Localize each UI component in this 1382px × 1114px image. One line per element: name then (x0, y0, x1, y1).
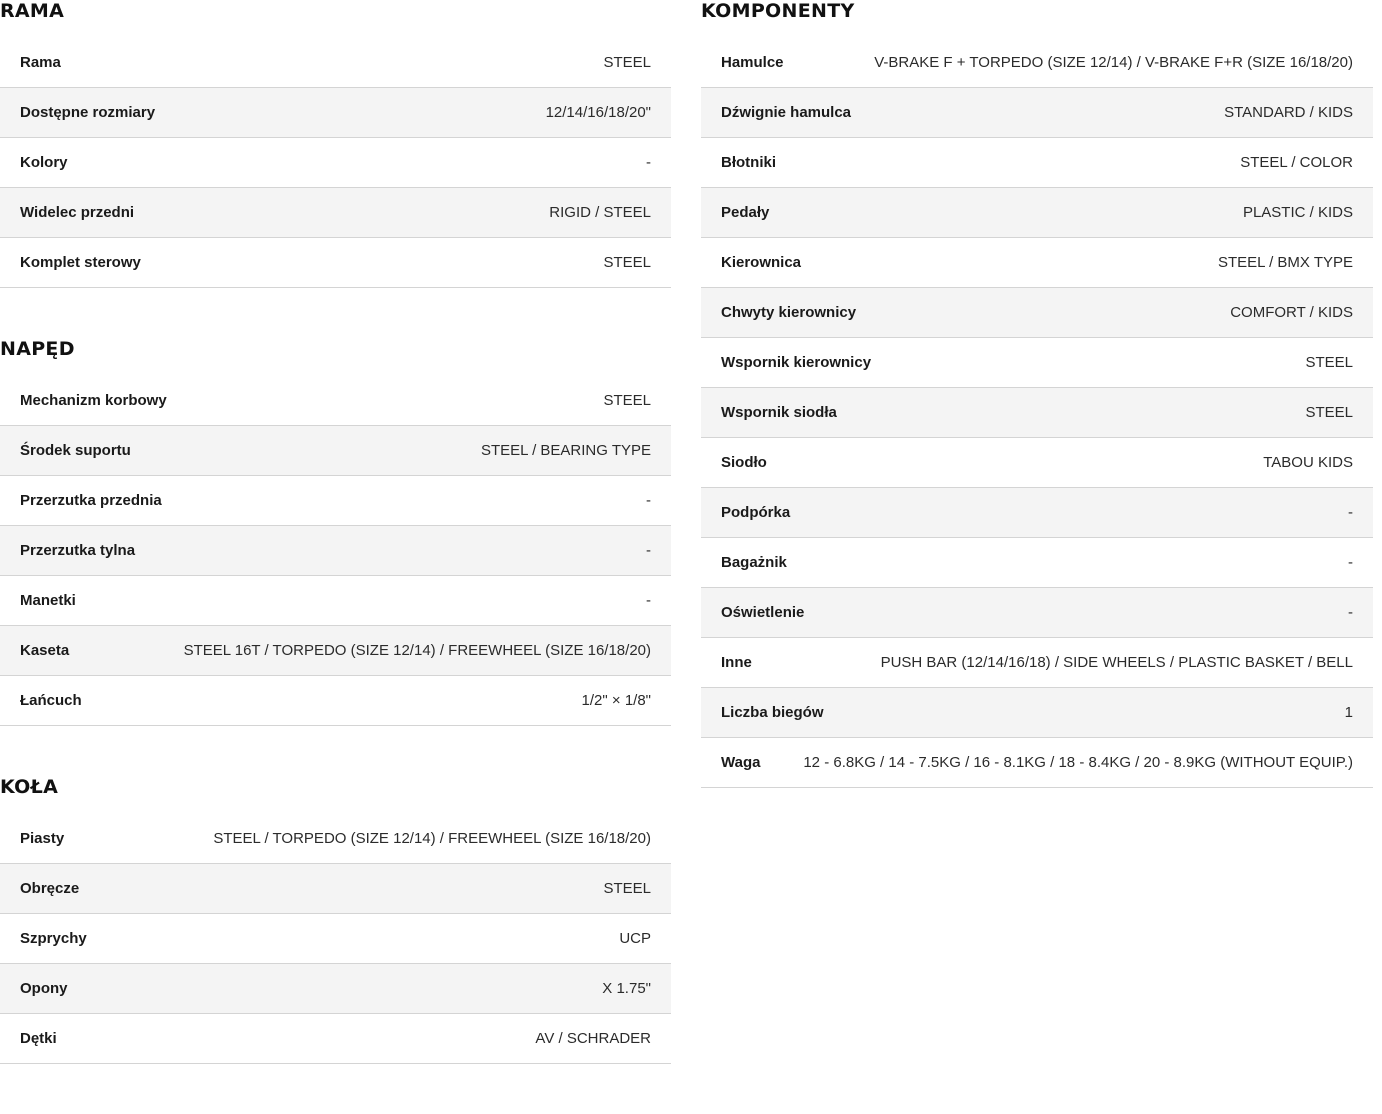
spec-row (0, 1014, 671, 1064)
spec-label: Wspornik kierownicy (721, 354, 872, 371)
spec-label: Łańcuch (20, 692, 82, 709)
spec-value: STEEL / BEARING TYPE (480, 442, 651, 459)
spec-value: RIGID / STEEL (549, 204, 651, 221)
spec-row (701, 538, 1373, 588)
spec-row (0, 914, 671, 964)
section-title-kola: KOŁA (0, 776, 59, 798)
spec-label: Hamulce (721, 54, 784, 71)
spec-row (0, 626, 671, 676)
spec-row (701, 588, 1373, 638)
spec-label: Inne (721, 654, 752, 671)
spec-label: Środek suportu (20, 442, 131, 459)
spec-row (701, 238, 1373, 288)
spec-value: STEEL (603, 880, 651, 897)
spec-table-kola (0, 814, 671, 1064)
spec-row (0, 964, 671, 1014)
spec-row (0, 426, 671, 476)
spec-value: - (1348, 604, 1353, 621)
spec-label: Kolory (20, 154, 68, 171)
spec-row (0, 238, 671, 288)
spec-value: - (646, 154, 651, 171)
spec-value: - (1348, 554, 1353, 571)
spec-row (701, 138, 1373, 188)
section-komponenty (701, 0, 1373, 788)
right-column (701, 0, 1373, 838)
spec-value: PUSH BAR (12/14/16/18) / SIDE WHEELS / PLASTIC BASKET / BELL (880, 654, 1353, 671)
spec-value: STEEL / COLOR (1240, 154, 1353, 171)
spec-table-naped (0, 376, 671, 726)
spec-label: Rama (20, 54, 61, 71)
spec-value: STEEL / BMX TYPE (1217, 254, 1353, 271)
section-naped (0, 338, 671, 726)
spec-value: STEEL / TORPEDO (SIZE 12/14) / FREEWHEEL (SIZE 16/18/20) (213, 830, 651, 847)
spec-row (0, 576, 671, 626)
left-column (0, 0, 671, 1114)
spec-value: 1/2" × 1/8" (581, 692, 651, 709)
spec-label: Chwyty kierownicy (721, 304, 857, 321)
spec-value: - (646, 492, 651, 509)
spec-label: Manetki (20, 592, 76, 609)
spec-row (701, 688, 1373, 738)
spec-label: Opony (20, 980, 68, 997)
spec-label: Pedały (721, 204, 770, 221)
spec-table-rama (0, 38, 671, 288)
spec-row (701, 288, 1373, 338)
spec-value: X 1.75" (602, 980, 651, 997)
spec-value: TABOU KIDS (1263, 454, 1353, 471)
spec-value: STEEL (603, 254, 651, 271)
spec-label: Mechanizm korbowy (20, 392, 167, 409)
spec-value: UCP (619, 930, 651, 947)
spec-value: COMFORT / KIDS (1230, 304, 1353, 321)
spec-value: 12 - 6.8KG / 14 - 7.5KG / 16 - 8.1KG / 18 - 8.4KG / 20 - 8.9KG (WITHOUT EQUIP.) (803, 754, 1353, 771)
spec-value: STEEL 16T / TORPEDO (SIZE 12/14) / FREEWHEEL (SIZE 16/18/20) (183, 642, 651, 659)
spec-value: STANDARD / KIDS (1224, 104, 1353, 121)
spec-row (701, 338, 1373, 388)
spec-label: Przerzutka przednia (20, 492, 162, 509)
spec-value: - (646, 592, 651, 609)
section-title-komponenty: KOMPONENTY (701, 0, 855, 22)
spec-label: Siodło (721, 454, 767, 471)
spec-value: - (1348, 504, 1353, 521)
spec-row (701, 388, 1373, 438)
spec-label: Przerzutka tylna (20, 542, 136, 559)
spec-row (701, 188, 1373, 238)
spec-value: 1 (1344, 704, 1353, 721)
spec-value: - (646, 542, 651, 559)
spec-value: STEEL (603, 54, 651, 71)
spec-row (701, 638, 1373, 688)
spec-value: STEEL (1305, 354, 1353, 371)
spec-value: V-BRAKE F + TORPEDO (SIZE 12/14) / V-BRAKE F+R (SIZE 16/18/20) (874, 54, 1353, 71)
spec-label: Waga (721, 754, 761, 771)
spec-value: AV / SCHRADER (535, 1030, 651, 1047)
section-title-rama: RAMA (0, 0, 65, 22)
spec-label: Szprychy (20, 930, 87, 947)
spec-label: Błotniki (721, 154, 776, 171)
spec-row (0, 188, 671, 238)
section-kola (0, 776, 671, 1064)
spec-row (0, 864, 671, 914)
spec-row (0, 88, 671, 138)
spec-label: Oświetlenie (721, 604, 805, 621)
section-title-naped: NAPĘD (0, 338, 75, 360)
spec-row (701, 438, 1373, 488)
spec-label: Podpórka (721, 504, 791, 521)
section-rama (0, 0, 671, 288)
spec-label: Obręcze (20, 880, 80, 897)
spec-row (0, 526, 671, 576)
spec-label: Liczba biegów (721, 704, 824, 721)
spec-label: Komplet sterowy (20, 254, 141, 271)
spec-row (701, 488, 1373, 538)
spec-value: PLASTIC / KIDS (1242, 204, 1353, 221)
spec-row (0, 476, 671, 526)
spec-row (0, 38, 671, 88)
spec-label: Widelec przedni (20, 204, 135, 221)
spec-row (0, 814, 671, 864)
spec-row (0, 138, 671, 188)
spec-label: Kaseta (20, 642, 70, 659)
spec-label: Dźwignie hamulca (721, 104, 852, 121)
spec-label: Dostępne rozmiary (20, 104, 156, 121)
spec-label: Wspornik siodła (721, 404, 837, 421)
spec-label: Piasty (20, 830, 65, 847)
spec-label: Dętki (20, 1030, 57, 1047)
spec-value: STEEL (1305, 404, 1353, 421)
spec-row (701, 738, 1373, 788)
spec-label: Bagażnik (721, 554, 787, 571)
spec-value: 12/14/16/18/20" (545, 104, 651, 121)
spec-table-komponenty (701, 38, 1373, 788)
spec-row (701, 88, 1373, 138)
spec-row (0, 376, 671, 426)
spec-row (701, 38, 1373, 88)
spec-row (0, 676, 671, 726)
spec-value: STEEL (603, 392, 651, 409)
spec-label: Kierownica (721, 254, 802, 271)
